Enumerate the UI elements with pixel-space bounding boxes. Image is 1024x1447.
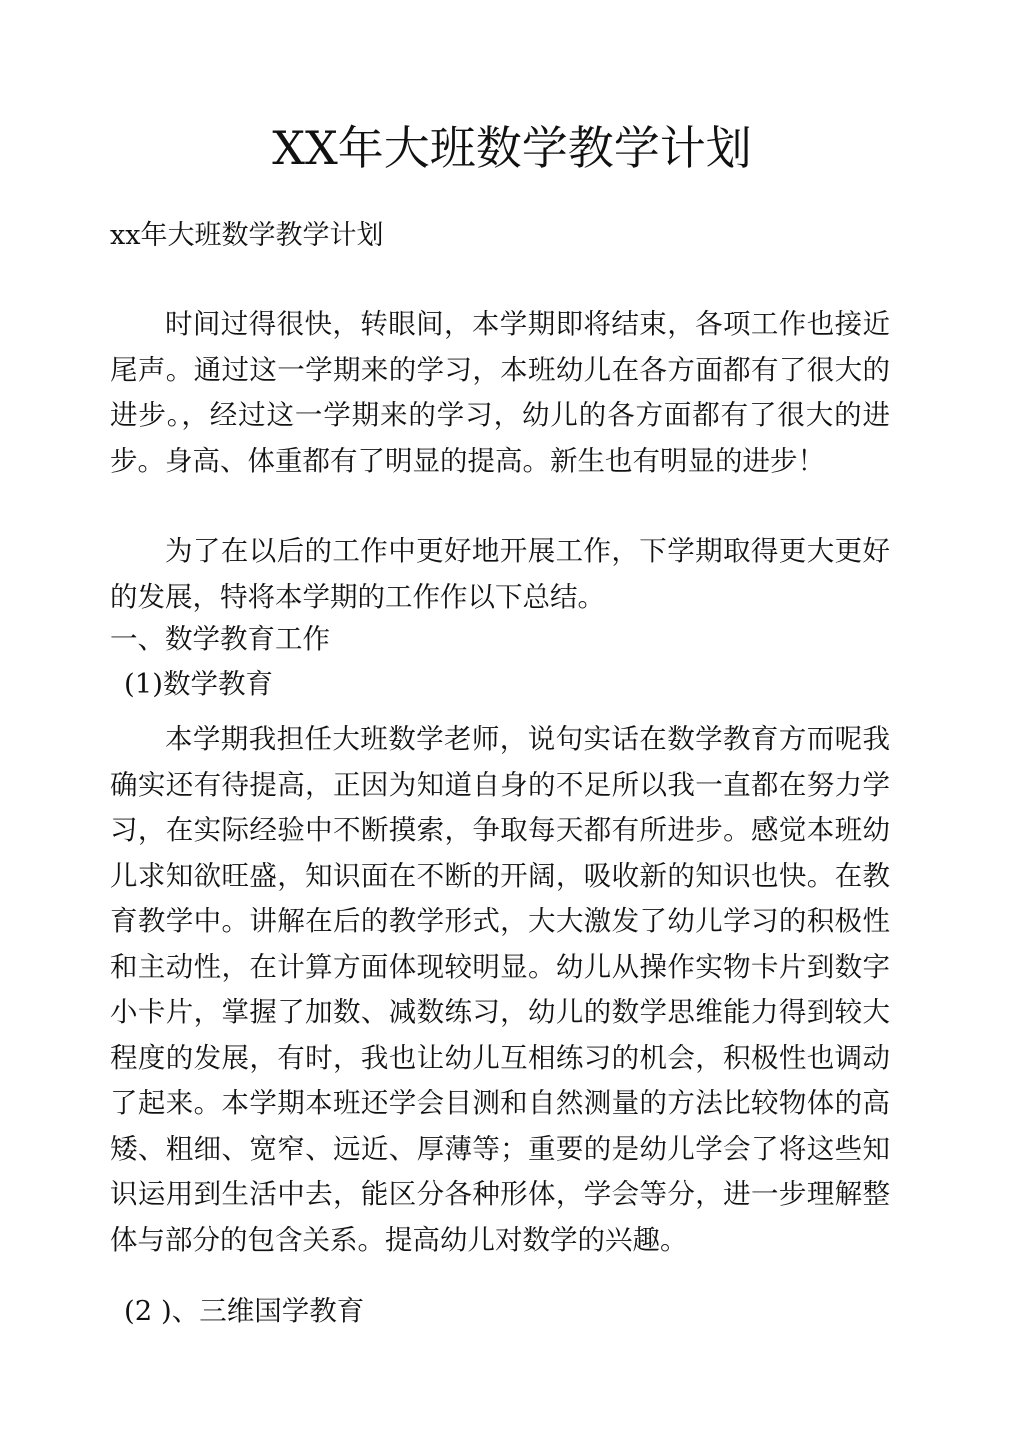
document-title: XX年大班数学教学计划 [272, 121, 752, 175]
subsection-heading-1: (1)数学教育 [124, 668, 273, 700]
document-subtitle: xx年大班数学教学计划 [110, 220, 384, 251]
section-heading-math-education: 一、数学教育工作 [110, 623, 330, 655]
paragraph-math-teaching: 本学期我担任大班数学老师，说句实话在数学教育方而呢我确实还有待提高，正因为知道自身的不足所以我一直都在努力学习，在实际经验中不断摸索，争取每天都有所进步。感觉本班幼儿求知欲旺盛，知识面在不断的开阔，吸收新的知识也快。在教育教学中。讲解在后的教学形式，大大激发了幼儿学习的积极性和主动性，在计算方面体现较明显。幼儿从操作实物卡片到数字小卡片，掌握了加数、减数练习，幼儿的数学思维能力得到较大程度的发展，有时，我也让幼儿互相练习的机会，积极性也调动了起来。本学期本班还学会目测和自然测量的方法比较物体的高矮、粗细、宽窄、远近、厚薄等；重要的是幼儿学会了将这些知识运用到生活中去，能区分各种形体，学会等分，进一步理解整体与部分的包含关系。提高幼儿对数学的兴趣。 [110, 723, 890, 1256]
subsection-heading-2: (2 )、三维国学教育 [124, 1295, 365, 1327]
paragraph-purpose: 为了在以后的工作中更好地开展工作，下学期取得更大更好的发展，特将本学期的工作作以下总结。 [110, 535, 890, 613]
paragraph-intro: 时间过得很快，转眼间，本学期即将结束，各项工作也接近尾声。通过这一学期来的学习，本班幼儿在各方面都有了很大的进步。，经过这一学期来的学习，幼儿的各方面都有了很大的进步。身高、体重都有了明显的提高。新生也有明显的进步！ [110, 308, 890, 477]
